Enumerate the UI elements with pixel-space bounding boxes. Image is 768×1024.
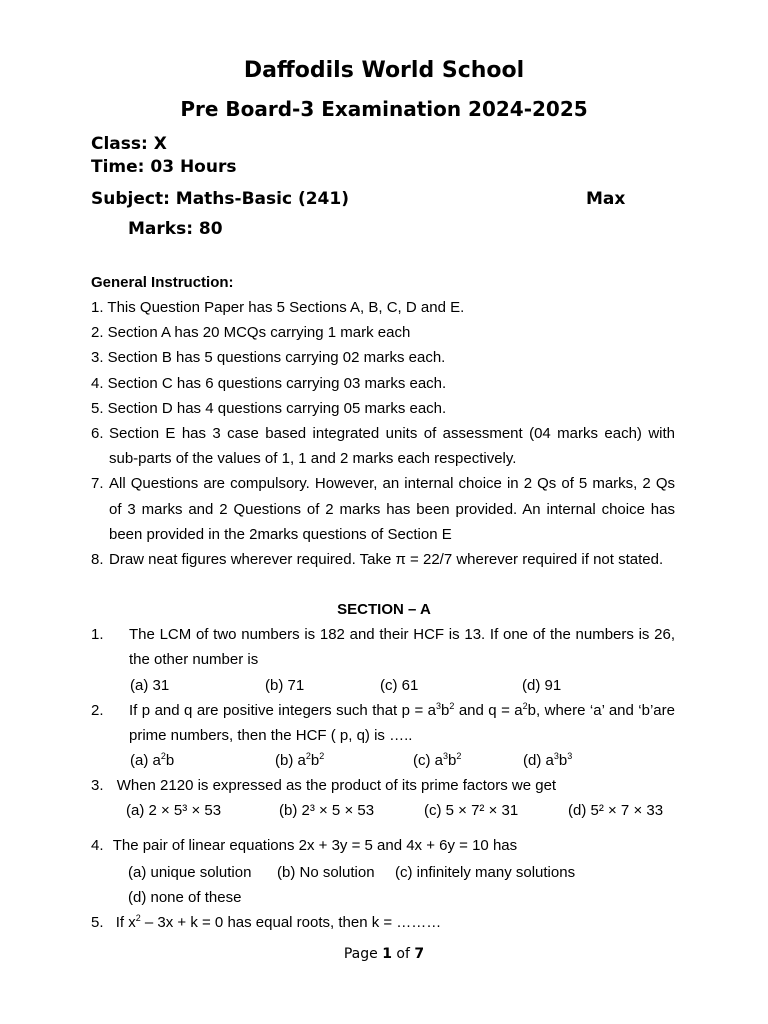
q2-option-c: (c) $a^3b^2$: [413, 751, 462, 769]
question-text: If $x^2 - 3x + k = 0$ has equal roots, then k = ………: [115, 913, 442, 931]
instruction-item: [91, 421, 675, 471]
question-number: 5.: [91, 914, 104, 931]
exam-title: Pre Board-3 Examination 2024-2025: [180, 97, 588, 121]
instruction-item: 4. Section C has 6 questions carrying 03 marks each.: [91, 374, 447, 392]
question-number: 4.: [91, 837, 104, 854]
total-pages: 7: [414, 946, 425, 962]
question-number: 3.: [91, 777, 104, 794]
question-2: [91, 698, 675, 748]
instruction-text: Draw neat figures wherever required. Take π = 22/7 wherever required if not stated.: [109, 551, 664, 569]
marks-line: Marks: 80: [128, 219, 223, 239]
q3-option-c: (c) 5 × 7² × 31: [424, 802, 519, 819]
q2-option-d: (d) $a^3b^3$: [523, 751, 573, 769]
q4-option-a: (a) unique solution: [128, 864, 252, 881]
section-a-title: SECTION – A: [337, 601, 431, 618]
q3-option-a: (a) 2 × 5³ × 53: [126, 802, 222, 819]
question-5: [91, 913, 441, 933]
class-line: Class: X: [91, 134, 167, 154]
q2-option-a: (a) $a^2b$: [130, 751, 175, 769]
q4-option-d: (d) none of these: [128, 889, 242, 906]
instruction-text: Section E has 3 case based integrated units of assessment (04 marks each) with sub-parts of the values of 1, 1 and 2 marks each respectively.: [109, 425, 675, 468]
instruction-item: [91, 547, 675, 572]
question-4: [91, 836, 517, 856]
instruction-item: 1. This Question Paper has 5 Sections A, B, C, D and E.: [91, 299, 465, 316]
subject-line: Subject: Maths-Basic (241): [91, 189, 349, 209]
question-number: 2.: [91, 702, 104, 719]
instruction-item: [91, 471, 675, 547]
instruction-number: 7.: [91, 475, 104, 493]
current-page: 1: [382, 946, 392, 962]
instruction-number: 8.: [91, 551, 104, 569]
q1-option-b: (b) 71: [265, 677, 305, 694]
instructions-list: [91, 295, 675, 572]
instructions-title: General Instruction:: [91, 274, 234, 291]
school-name: Daffodils World School: [243, 58, 525, 83]
question-text: The LCM of two numbers is 182 and their HCF is 13. If one of the numbers is 26, the other number is: [129, 626, 675, 669]
instruction-number: 6.: [91, 425, 104, 443]
q2-option-b: (b) $a^2b^2$: [275, 751, 325, 769]
instruction-item: 2. Section A has 20 MCQs carrying 1 mark each: [91, 324, 411, 342]
question-text: The pair of linear equations 2x + 3y = 5 and 4x + 6y = 10 has: [112, 837, 518, 854]
q3-option-d: (d) 5² × 7 × 33: [568, 802, 664, 819]
question-text: When 2120 is expressed as the product of its prime factors we get: [116, 777, 557, 794]
max-marks-label: Max: [586, 189, 626, 209]
q3-option-b: (b) 2³ × 5 × 53: [279, 802, 375, 819]
q1-option-c: (c) 61: [380, 677, 419, 694]
question-number: 1.: [91, 626, 104, 643]
q1-option-a: (a) 31: [130, 677, 170, 694]
question-1: [91, 622, 675, 672]
q4-option-c: (c) infinitely many solutions: [395, 864, 576, 881]
instruction-text: All Questions are compulsory. However, an internal choice in 2 Qs of 5 marks, 2 Qs of 3 marks and 2 Questions of 2 marks has been provided. An internal choice has been provided in the 2marks questions of Section E: [109, 475, 675, 543]
question-3: [91, 776, 556, 796]
q1-option-d: (d) 91: [522, 677, 562, 694]
question-text: If p and q are positive integers such that $p = a^3b^2$ and $q = a^2b$, where ‘a’ and ‘b’are prime numbers, then the HCF ( p, q) is …..: [129, 701, 675, 745]
q4-option-b: (b) No solution: [277, 864, 375, 881]
instruction-item: 5. Section D has 4 questions carrying 05 marks each.: [91, 399, 447, 417]
instruction-item: 3. Section B has 5 questions carrying 02 marks each.: [91, 349, 446, 367]
time-line: Time: 03 Hours: [91, 157, 237, 177]
page-footer: Page 1 of 7: [343, 946, 425, 962]
